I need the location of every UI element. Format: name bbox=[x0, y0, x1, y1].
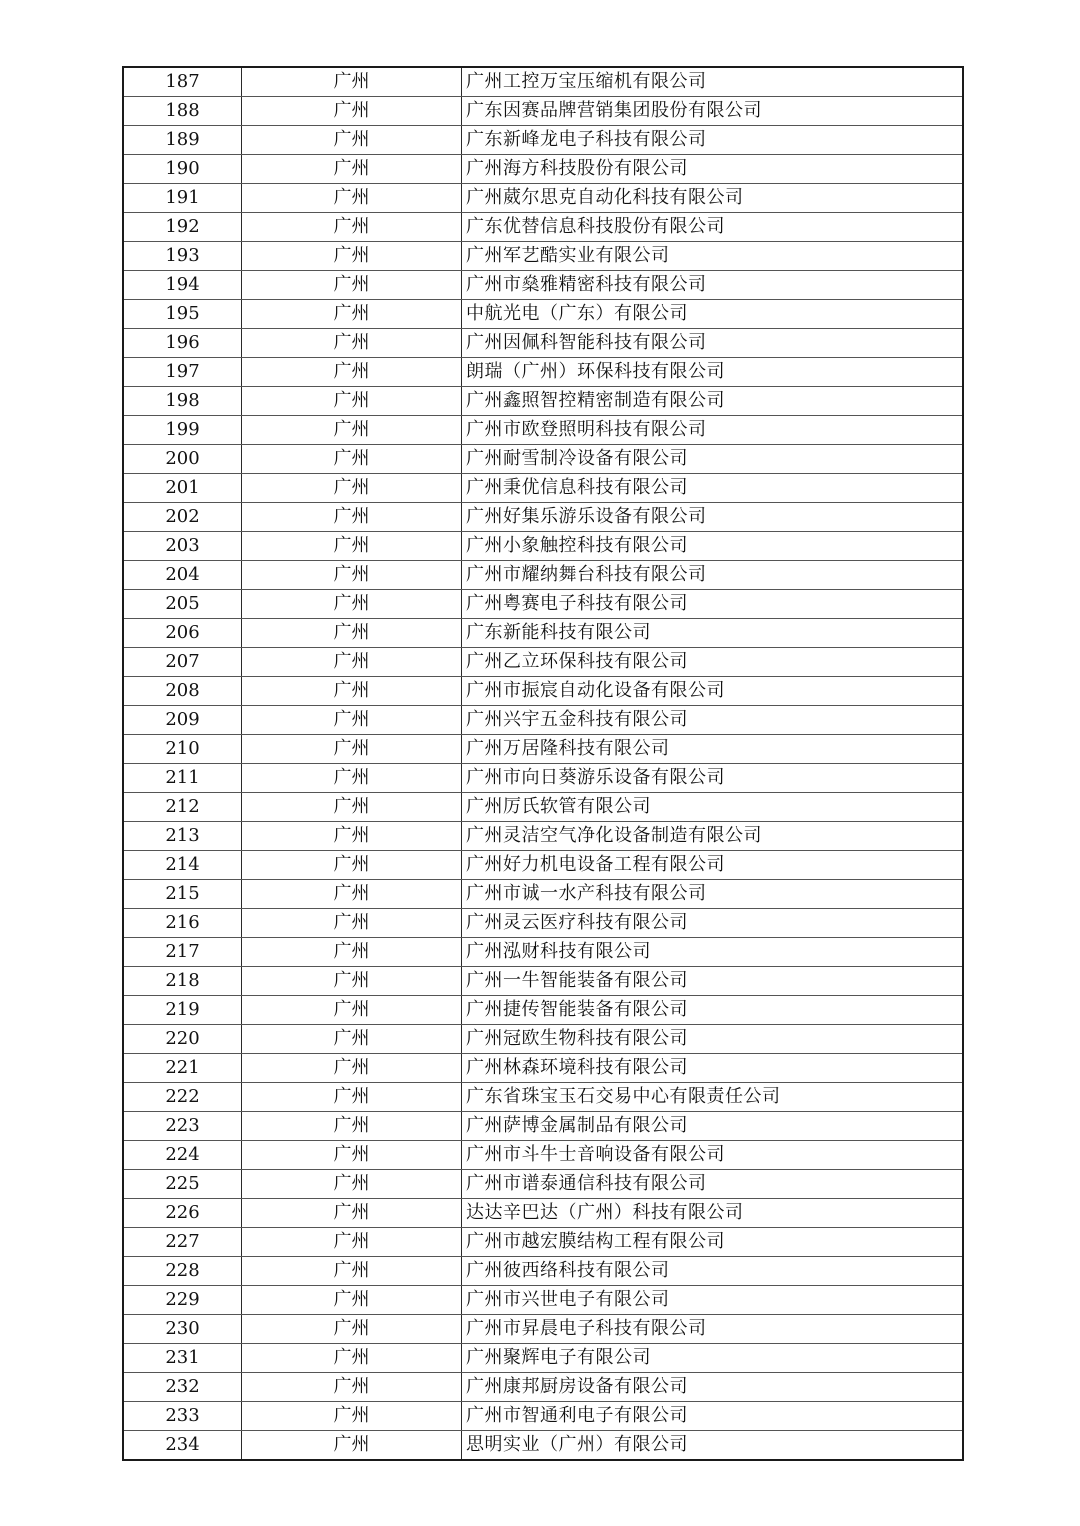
table-row bbox=[123, 706, 963, 735]
row-number-cell: 197 bbox=[123, 358, 242, 387]
company-name-cell: 广州葳尔思克自动化科技有限公司 bbox=[462, 184, 964, 213]
row-number-cell: 200 bbox=[123, 445, 242, 474]
city-cell: 广州 bbox=[242, 967, 462, 996]
city-cell: 广州 bbox=[242, 1054, 462, 1083]
city-cell: 广州 bbox=[242, 1199, 462, 1228]
company-name-cell: 广州厉氏软管有限公司 bbox=[462, 793, 964, 822]
city-cell: 广州 bbox=[242, 1431, 462, 1461]
row-number-cell: 198 bbox=[123, 387, 242, 416]
city-cell: 广州 bbox=[242, 1257, 462, 1286]
row-number-cell: 231 bbox=[123, 1344, 242, 1373]
table-row bbox=[123, 1286, 963, 1315]
table-row bbox=[123, 880, 963, 909]
row-number-cell: 213 bbox=[123, 822, 242, 851]
city-cell: 广州 bbox=[242, 909, 462, 938]
row-number-cell: 191 bbox=[123, 184, 242, 213]
company-name-cell: 广州市燊雅精密科技有限公司 bbox=[462, 271, 964, 300]
city-cell: 广州 bbox=[242, 1344, 462, 1373]
row-number-cell: 222 bbox=[123, 1083, 242, 1112]
company-name-cell: 广东新峰龙电子科技有限公司 bbox=[462, 126, 964, 155]
row-number-cell: 224 bbox=[123, 1141, 242, 1170]
city-cell: 广州 bbox=[242, 416, 462, 445]
table-row bbox=[123, 126, 963, 155]
table-row bbox=[123, 67, 963, 97]
city-cell: 广州 bbox=[242, 532, 462, 561]
row-number-cell: 188 bbox=[123, 97, 242, 126]
company-name-cell: 广州泓财科技有限公司 bbox=[462, 938, 964, 967]
company-name-cell: 广州市昇晨电子科技有限公司 bbox=[462, 1315, 964, 1344]
row-number-cell: 234 bbox=[123, 1431, 242, 1461]
company-name-cell: 广州好力机电设备工程有限公司 bbox=[462, 851, 964, 880]
row-number-cell: 194 bbox=[123, 271, 242, 300]
row-number-cell: 214 bbox=[123, 851, 242, 880]
company-name-cell: 广东因赛品牌营销集团股份有限公司 bbox=[462, 97, 964, 126]
row-number-cell: 229 bbox=[123, 1286, 242, 1315]
row-number-cell: 211 bbox=[123, 764, 242, 793]
city-cell: 广州 bbox=[242, 1228, 462, 1257]
table-row bbox=[123, 474, 963, 503]
row-number-cell: 220 bbox=[123, 1025, 242, 1054]
city-cell: 广州 bbox=[242, 67, 462, 97]
city-cell: 广州 bbox=[242, 1141, 462, 1170]
company-name-cell: 广州市越宏膜结构工程有限公司 bbox=[462, 1228, 964, 1257]
company-name-cell: 广州军艺酷实业有限公司 bbox=[462, 242, 964, 271]
row-number-cell: 199 bbox=[123, 416, 242, 445]
city-cell: 广州 bbox=[242, 358, 462, 387]
city-cell: 广州 bbox=[242, 996, 462, 1025]
table-row bbox=[123, 242, 963, 271]
row-number-cell: 219 bbox=[123, 996, 242, 1025]
row-number-cell: 207 bbox=[123, 648, 242, 677]
table-row bbox=[123, 851, 963, 880]
table-row bbox=[123, 1054, 963, 1083]
table-row bbox=[123, 1402, 963, 1431]
table-row bbox=[123, 619, 963, 648]
city-cell: 广州 bbox=[242, 706, 462, 735]
company-name-cell: 广州一牛智能装备有限公司 bbox=[462, 967, 964, 996]
company-name-cell: 广州市欧登照明科技有限公司 bbox=[462, 416, 964, 445]
row-number-cell: 228 bbox=[123, 1257, 242, 1286]
city-cell: 广州 bbox=[242, 822, 462, 851]
table-row bbox=[123, 822, 963, 851]
city-cell: 广州 bbox=[242, 619, 462, 648]
table-row bbox=[123, 938, 963, 967]
table-row bbox=[123, 532, 963, 561]
row-number-cell: 202 bbox=[123, 503, 242, 532]
city-cell: 广州 bbox=[242, 1402, 462, 1431]
company-name-cell: 广东新能科技有限公司 bbox=[462, 619, 964, 648]
table-row bbox=[123, 329, 963, 358]
company-name-cell: 广州海方科技股份有限公司 bbox=[462, 155, 964, 184]
row-number-cell: 196 bbox=[123, 329, 242, 358]
city-cell: 广州 bbox=[242, 793, 462, 822]
table-row bbox=[123, 996, 963, 1025]
company-name-cell: 广州彼西络科技有限公司 bbox=[462, 1257, 964, 1286]
city-cell: 广州 bbox=[242, 213, 462, 242]
row-number-cell: 208 bbox=[123, 677, 242, 706]
table-row bbox=[123, 967, 963, 996]
table-row bbox=[123, 1257, 963, 1286]
company-name-cell: 广州市谱泰通信科技有限公司 bbox=[462, 1170, 964, 1199]
city-cell: 广州 bbox=[242, 1286, 462, 1315]
table-row bbox=[123, 1170, 963, 1199]
company-list-table bbox=[122, 66, 964, 1461]
row-number-cell: 204 bbox=[123, 561, 242, 590]
row-number-cell: 212 bbox=[123, 793, 242, 822]
city-cell: 广州 bbox=[242, 1315, 462, 1344]
city-cell: 广州 bbox=[242, 300, 462, 329]
table-row bbox=[123, 677, 963, 706]
table-row bbox=[123, 1431, 963, 1461]
company-name-cell: 广州因佩科智能科技有限公司 bbox=[462, 329, 964, 358]
table-row bbox=[123, 735, 963, 764]
company-name-cell: 广州粤赛电子科技有限公司 bbox=[462, 590, 964, 619]
table-row bbox=[123, 1373, 963, 1402]
row-number-cell: 210 bbox=[123, 735, 242, 764]
row-number-cell: 227 bbox=[123, 1228, 242, 1257]
row-number-cell: 193 bbox=[123, 242, 242, 271]
row-number-cell: 232 bbox=[123, 1373, 242, 1402]
city-cell: 广州 bbox=[242, 503, 462, 532]
table-body bbox=[123, 67, 963, 1460]
table-row bbox=[123, 764, 963, 793]
table-row bbox=[123, 271, 963, 300]
company-name-cell: 广州市智通利电子有限公司 bbox=[462, 1402, 964, 1431]
city-cell: 广州 bbox=[242, 648, 462, 677]
city-cell: 广州 bbox=[242, 97, 462, 126]
company-name-cell: 达达辛巴达（广州）科技有限公司 bbox=[462, 1199, 964, 1228]
table-row bbox=[123, 445, 963, 474]
table-row bbox=[123, 213, 963, 242]
company-name-cell: 广州乙立环保科技有限公司 bbox=[462, 648, 964, 677]
table-row bbox=[123, 416, 963, 445]
company-name-cell: 广州聚辉电子有限公司 bbox=[462, 1344, 964, 1373]
company-name-cell: 广东省珠宝玉石交易中心有限责任公司 bbox=[462, 1083, 964, 1112]
row-number-cell: 216 bbox=[123, 909, 242, 938]
row-number-cell: 225 bbox=[123, 1170, 242, 1199]
city-cell: 广州 bbox=[242, 1083, 462, 1112]
row-number-cell: 218 bbox=[123, 967, 242, 996]
city-cell: 广州 bbox=[242, 155, 462, 184]
row-number-cell: 221 bbox=[123, 1054, 242, 1083]
city-cell: 广州 bbox=[242, 1373, 462, 1402]
table-row bbox=[123, 155, 963, 184]
city-cell: 广州 bbox=[242, 938, 462, 967]
company-name-cell: 广州好集乐游乐设备有限公司 bbox=[462, 503, 964, 532]
company-name-cell: 广东优替信息科技股份有限公司 bbox=[462, 213, 964, 242]
row-number-cell: 206 bbox=[123, 619, 242, 648]
city-cell: 广州 bbox=[242, 1025, 462, 1054]
row-number-cell: 187 bbox=[123, 67, 242, 97]
city-cell: 广州 bbox=[242, 561, 462, 590]
row-number-cell: 230 bbox=[123, 1315, 242, 1344]
city-cell: 广州 bbox=[242, 677, 462, 706]
table-row bbox=[123, 358, 963, 387]
city-cell: 广州 bbox=[242, 242, 462, 271]
row-number-cell: 223 bbox=[123, 1112, 242, 1141]
company-name-cell: 朗瑞（广州）环保科技有限公司 bbox=[462, 358, 964, 387]
table-row bbox=[123, 1025, 963, 1054]
company-name-cell: 广州市兴世电子有限公司 bbox=[462, 1286, 964, 1315]
company-name-cell: 广州万居隆科技有限公司 bbox=[462, 735, 964, 764]
company-name-cell: 广州秉优信息科技有限公司 bbox=[462, 474, 964, 503]
row-number-cell: 201 bbox=[123, 474, 242, 503]
city-cell: 广州 bbox=[242, 329, 462, 358]
table-row bbox=[123, 590, 963, 619]
company-name-cell: 广州康邦厨房设备有限公司 bbox=[462, 1373, 964, 1402]
company-name-cell: 广州冠欧生物科技有限公司 bbox=[462, 1025, 964, 1054]
company-name-cell: 广州捷传智能装备有限公司 bbox=[462, 996, 964, 1025]
company-name-cell: 广州鑫照智控精密制造有限公司 bbox=[462, 387, 964, 416]
city-cell: 广州 bbox=[242, 851, 462, 880]
city-cell: 广州 bbox=[242, 590, 462, 619]
city-cell: 广州 bbox=[242, 387, 462, 416]
city-cell: 广州 bbox=[242, 1112, 462, 1141]
row-number-cell: 190 bbox=[123, 155, 242, 184]
company-name-cell: 广州市振宸自动化设备有限公司 bbox=[462, 677, 964, 706]
city-cell: 广州 bbox=[242, 474, 462, 503]
table-row bbox=[123, 909, 963, 938]
row-number-cell: 205 bbox=[123, 590, 242, 619]
city-cell: 广州 bbox=[242, 880, 462, 909]
row-number-cell: 209 bbox=[123, 706, 242, 735]
city-cell: 广州 bbox=[242, 445, 462, 474]
company-name-cell: 广州林森环境科技有限公司 bbox=[462, 1054, 964, 1083]
company-name-cell: 广州市斗牛士音响设备有限公司 bbox=[462, 1141, 964, 1170]
city-cell: 广州 bbox=[242, 735, 462, 764]
table-row bbox=[123, 1141, 963, 1170]
company-name-cell: 广州工控万宝压缩机有限公司 bbox=[462, 67, 964, 97]
company-name-cell: 广州灵云医疗科技有限公司 bbox=[462, 909, 964, 938]
table-row bbox=[123, 97, 963, 126]
table-row bbox=[123, 387, 963, 416]
row-number-cell: 215 bbox=[123, 880, 242, 909]
city-cell: 广州 bbox=[242, 1170, 462, 1199]
row-number-cell: 233 bbox=[123, 1402, 242, 1431]
table-row bbox=[123, 1083, 963, 1112]
table-row bbox=[123, 1315, 963, 1344]
row-number-cell: 217 bbox=[123, 938, 242, 967]
company-name-cell: 广州市诚一水产科技有限公司 bbox=[462, 880, 964, 909]
company-name-cell: 广州耐雪制冷设备有限公司 bbox=[462, 445, 964, 474]
city-cell: 广州 bbox=[242, 271, 462, 300]
row-number-cell: 192 bbox=[123, 213, 242, 242]
city-cell: 广州 bbox=[242, 764, 462, 793]
table-row bbox=[123, 184, 963, 213]
company-name-cell: 广州萨博金属制品有限公司 bbox=[462, 1112, 964, 1141]
company-name-cell: 广州兴宇五金科技有限公司 bbox=[462, 706, 964, 735]
company-name-cell: 广州市耀纳舞台科技有限公司 bbox=[462, 561, 964, 590]
row-number-cell: 189 bbox=[123, 126, 242, 155]
row-number-cell: 226 bbox=[123, 1199, 242, 1228]
company-name-cell: 广州市向日葵游乐设备有限公司 bbox=[462, 764, 964, 793]
company-name-cell: 广州灵洁空气净化设备制造有限公司 bbox=[462, 822, 964, 851]
row-number-cell: 203 bbox=[123, 532, 242, 561]
table-row bbox=[123, 300, 963, 329]
table-row bbox=[123, 503, 963, 532]
company-name-cell: 思明实业（广州）有限公司 bbox=[462, 1431, 964, 1461]
table-row bbox=[123, 648, 963, 677]
city-cell: 广州 bbox=[242, 126, 462, 155]
company-name-cell: 中航光电（广东）有限公司 bbox=[462, 300, 964, 329]
table-row bbox=[123, 793, 963, 822]
table-row bbox=[123, 1344, 963, 1373]
table-row bbox=[123, 561, 963, 590]
table-row bbox=[123, 1228, 963, 1257]
table-row bbox=[123, 1112, 963, 1141]
row-number-cell: 195 bbox=[123, 300, 242, 329]
table-row bbox=[123, 1199, 963, 1228]
city-cell: 广州 bbox=[242, 184, 462, 213]
company-name-cell: 广州小象触控科技有限公司 bbox=[462, 532, 964, 561]
